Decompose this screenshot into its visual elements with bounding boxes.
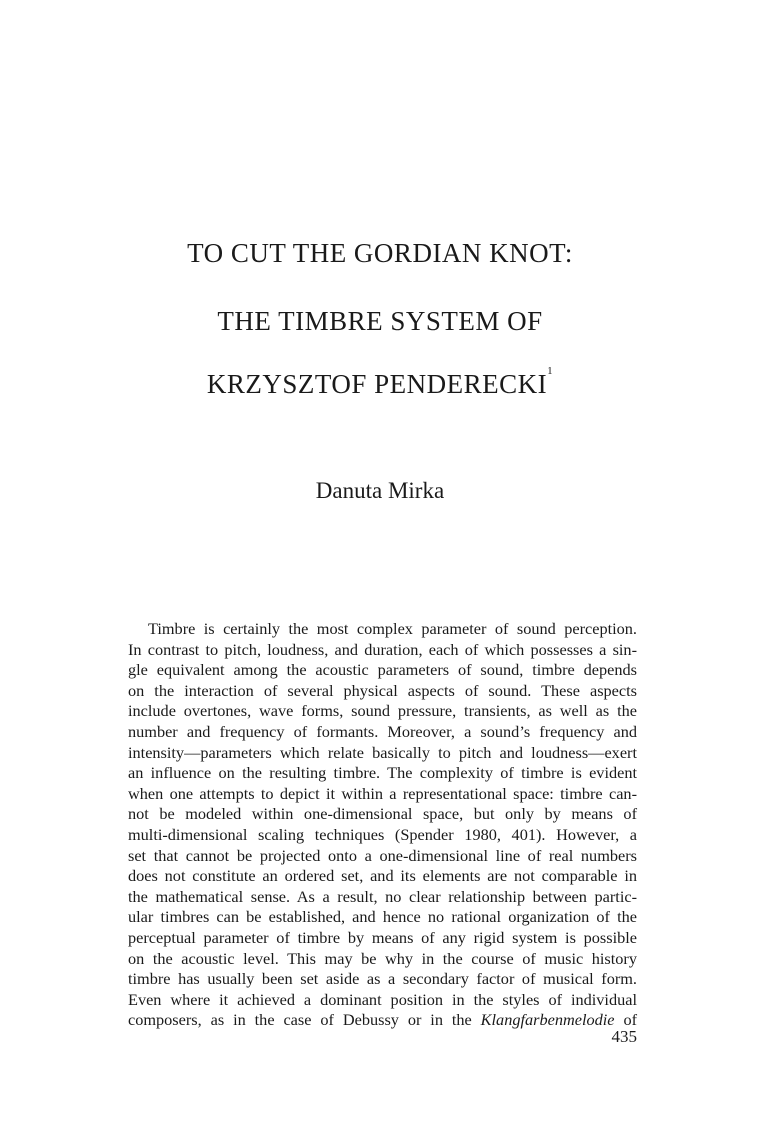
- body-line: timbre has usually been set aside as a secondary factor of musical form.: [128, 969, 637, 989]
- title-line-2: [0, 306, 760, 337]
- title-line-1: [0, 238, 760, 269]
- title-line-1-text: TO CUT THE GORDIAN KNOT:: [187, 238, 573, 268]
- body-line: number and frequency of formants. Moreover, a sound’s frequency and: [128, 721, 637, 741]
- body-line: when one attempts to depict it within a representational space: timbre can-: [128, 783, 637, 803]
- body-line: multi-dimensional scaling techniques (Spender 1980, 401). However, a: [128, 824, 637, 844]
- body-line: gle equivalent among the acoustic parameters of sound, timbre depends: [128, 660, 637, 680]
- body-line: perceptual parameter of timbre by means of any rigid system is possible: [128, 927, 637, 947]
- body-line: an influence on the resulting timbre. The complexity of timbre is evident: [128, 763, 637, 783]
- page-number: 435: [611, 1027, 637, 1046]
- title-line-2-text: THE TIMBRE SYSTEM OF: [217, 306, 543, 336]
- title-line-3: [0, 365, 760, 400]
- body-line: Even where it achieved a dominant position in the styles of individual: [128, 989, 637, 1009]
- body-line: Timbre is certainly the most complex parameter of sound perception.: [148, 619, 637, 638]
- body-line: not be modeled within one-dimensional space, but only by means of: [128, 804, 637, 824]
- body-line: include overtones, wave forms, sound pressure, transients, as well as the: [128, 701, 637, 721]
- author-name: Danuta Mirka: [315, 478, 445, 503]
- body-line: does not constitute an ordered set, and its elements are not comparable in: [128, 866, 637, 886]
- body-text-segment: composers, as in the case of Debussy or in the: [128, 1010, 481, 1030]
- body-line: set that cannot be projected onto a one-dimensional line of real numbers: [128, 845, 637, 865]
- body-line: on the acoustic level. This may be why in the course of music history: [128, 948, 637, 968]
- italic-term: Klangfarbenmelodie: [480, 1010, 615, 1030]
- body-line: ular timbres can be established, and hence no rational organization of the: [128, 907, 637, 927]
- footnote-mark[interactable]: 1: [547, 365, 554, 377]
- body-paragraph: [128, 619, 637, 1031]
- body-line-last: [128, 1010, 637, 1031]
- body-line: In contrast to pitch, loudness, and duration, each of which possesses a sin-: [128, 639, 637, 659]
- body-line: the mathematical sense. As a result, no clear relationship between partic-: [128, 886, 637, 906]
- body-line: on the interaction of several physical aspects of sound. These aspects: [128, 680, 637, 700]
- body-text-segment: of: [614, 1010, 638, 1030]
- title-line-3-text: KRZYSZTOF PENDERECKI: [206, 369, 548, 399]
- body-line: intensity—parameters which relate basically to pitch and loudness—exert: [128, 742, 637, 762]
